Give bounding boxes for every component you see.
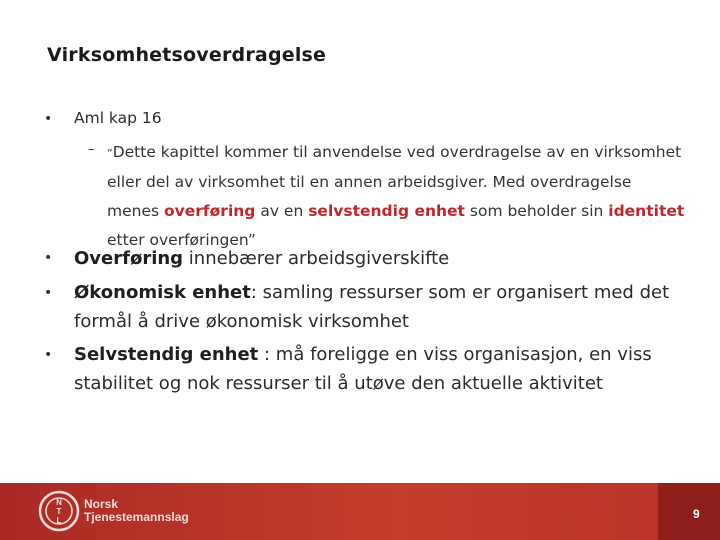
logo-letter-n: N — [56, 498, 62, 507]
quote-highlight-term: identitet — [608, 202, 685, 220]
org-name-line1: Norsk — [84, 497, 119, 511]
quote-text: av en — [255, 202, 309, 220]
open-quote-mark: ” — [107, 147, 113, 160]
term-bold: Overføring — [74, 248, 184, 269]
ntl-logo — [38, 490, 80, 532]
quote-highlight-term: overføring — [164, 202, 256, 220]
term-bold: Økonomisk enhet — [74, 282, 251, 303]
bullet-marker: • — [44, 285, 53, 301]
bullet-okonomisk-enhet — [74, 278, 694, 336]
law-quote — [107, 138, 687, 255]
logo-letter-t: T — [56, 507, 62, 516]
term-definition: innebærer arbeidsgiverskifte — [183, 248, 450, 269]
bullet-marker: • — [44, 250, 53, 266]
term-definition: : samling ressurser som er organisert med det formål å drive økonomisk virksomhet — [74, 282, 670, 332]
quote-text: etter overføringen” — [107, 231, 256, 249]
term-definition: : må foreligge en viss organisasjon, en viss stabilitet og nok ressurser til å utøve den aktuelle aktivitet — [74, 344, 652, 394]
footer-page-block — [658, 483, 720, 540]
quote-text: som beholder sin — [464, 202, 609, 220]
bullet-marker: • — [44, 347, 53, 363]
bullet-marker: • — [44, 111, 53, 127]
org-name — [84, 498, 189, 524]
bullet-selvstendig-enhet — [74, 340, 694, 398]
logo-letter-l: L — [56, 516, 62, 525]
bullet-overforing — [74, 244, 694, 273]
bullet-aml-kap: Aml kap 16 — [74, 109, 162, 127]
term-bold: Selvstendig enhet — [74, 344, 259, 365]
sub-bullet-dash: – — [88, 142, 95, 157]
quote-highlight-term: selvstendig enhet — [308, 202, 465, 220]
quote-text: Dette kapittel kommer til anvendelse ved overdragelse av en virksomhet eller del av virksomhet til en annen arbeidsgiver. Med overdragelse menes — [107, 143, 682, 220]
org-name-line2: Tjenestemannslag — [84, 510, 189, 524]
page-number: 9 — [693, 507, 700, 521]
slide-title: Virksomhetsoverdragelse — [47, 44, 327, 66]
